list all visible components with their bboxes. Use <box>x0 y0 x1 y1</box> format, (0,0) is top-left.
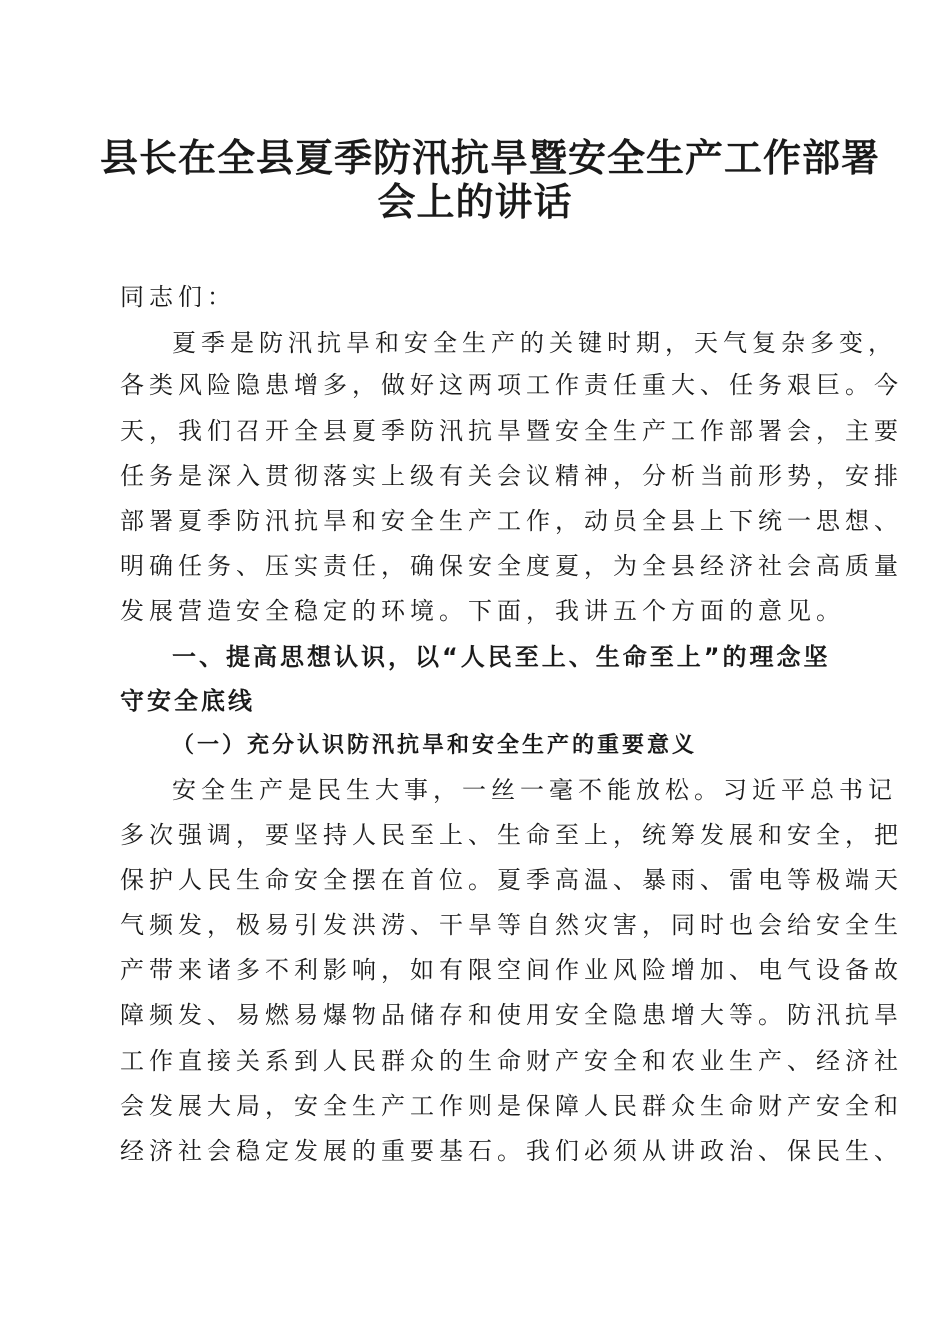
paragraph-1-line: 部署夏季防汛抗旱和安全生产工作，动员全县上下统一思想、 <box>120 507 903 535</box>
paragraph-2-line: 会发展大局，安全生产工作则是保障人民群众生命财产安全和 <box>120 1092 903 1120</box>
paragraph-1-line: 明确任务、压实责任，确保安全度夏，为全县经济社会高质量 <box>120 552 903 580</box>
paragraph-1-line: 各类风险隐患增多，做好这两项工作责任重大、任务艰巨。今 <box>120 371 903 399</box>
paragraph-2-line: 障频发、易燃易爆物品储存和使用安全隐患增大等。防汛抗旱 <box>120 1001 903 1029</box>
subsection-1-heading: （一）充分认识防汛抗旱和安全生产的重要意义 <box>172 732 698 758</box>
salutation: 同志们： <box>120 283 236 311</box>
paragraph-2-line: 工作直接关系到人民群众的生命财产安全和农业生产、经济社 <box>120 1047 903 1075</box>
paragraph-1-line: 任务是深入贯彻落实上级有关会议精神，分析当前形势，安排 <box>120 462 903 490</box>
paragraph-1-line: 夏季是防汛抗旱和安全生产的关键时期，天气复杂多变， <box>172 329 897 357</box>
paragraph-2-line: 产带来诸多不利影响，如有限空间作业风险增加、电气设备故 <box>120 956 903 984</box>
paragraph-1-line: 天，我们召开全县夏季防汛抗旱暨安全生产工作部署会，主要 <box>120 417 903 445</box>
document-title-line-1: 县长在全县夏季防汛抗旱暨安全生产工作部署 <box>100 135 881 180</box>
paragraph-2-line: 安全生产是民生大事，一丝一毫不能放松。习近平总书记 <box>172 776 897 804</box>
paragraph-2-line: 多次强调，要坚持人民至上、生命至上，统筹发展和安全，把 <box>120 821 903 849</box>
document-title-line-2: 会上的讲话 <box>377 179 573 224</box>
section-1-heading-line: 守安全底线 <box>120 687 255 715</box>
paragraph-2-line: 气频发，极易引发洪涝、干旱等自然灾害，同时也会给安全生 <box>120 911 903 939</box>
paragraph-2-line: 经济社会稳定发展的重要基石。我们必须从讲政治、保民生、 <box>120 1137 903 1165</box>
paragraph-1-line: 发展营造安全稳定的环境。下面，我讲五个方面的意见。 <box>120 597 845 625</box>
section-1-heading-line: 一、提高思想认识，以“人民至上、生命至上”的理念坚 <box>172 643 831 671</box>
paragraph-2-line: 保护人民生命安全摆在首位。夏季高温、暴雨、雷电等极端天 <box>120 866 903 894</box>
